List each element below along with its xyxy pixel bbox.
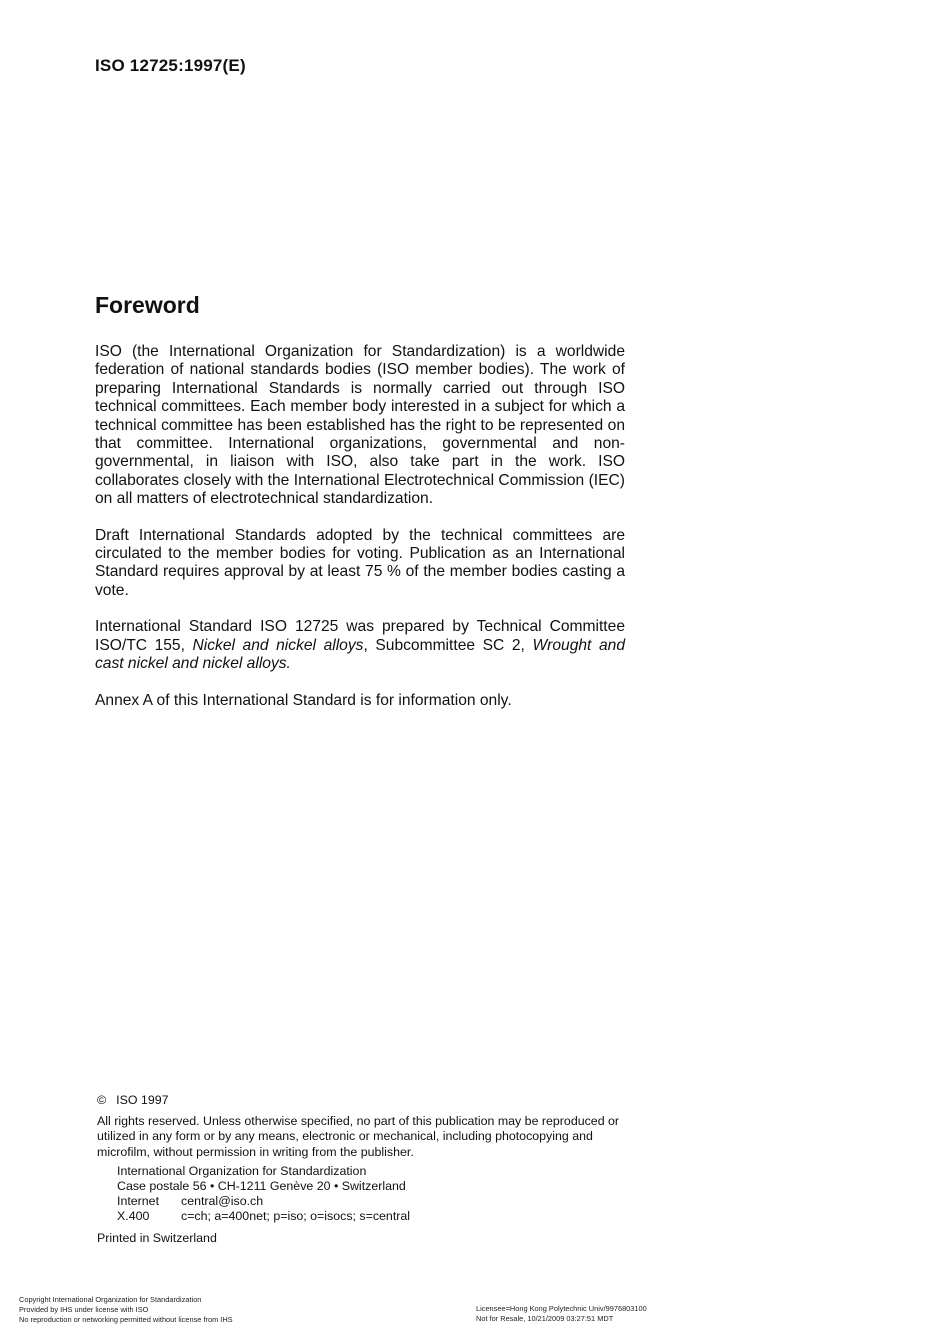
footer-reproduction-line: No reproduction or networking permitted without license from IHS [19,1314,233,1324]
footer-copyright-line: Copyright International Organization for Standardization [19,1295,202,1304]
x400-row [117,1209,637,1224]
x400-label: X.400 [117,1209,150,1224]
page-title: Foreword [95,292,200,318]
rights-statement: All rights reserved. Unless otherwise specified, no part of this publication may be reproduced or utilized in any form or by any means, electronic or mechanical, including photocopying and microfilm, without permission in writing from the publisher. [97,1114,620,1159]
footer-licensee-line: Licensee=Hong Kong Polytechnic Univ/9976803100 [476,1304,647,1313]
publisher-name: International Organization for Standardization [117,1163,367,1178]
publisher-address [117,1164,637,1225]
license-footer-right [476,1304,647,1324]
committee-name: Nickel and nickel alloys [192,636,364,654]
subcommittee-name: Wrought and cast nickel and nickel alloys. [95,636,625,673]
x400-address: c=ch; a=400net; p=iso; o=isocs; s=central [181,1209,411,1224]
footer-resale-line: Not for Resale, 10/21/2009 03:27:51 MDT [476,1313,614,1323]
internet-label: Internet [117,1194,160,1209]
copyright-icon: © [97,1093,107,1107]
copyright-block [97,1093,637,1246]
internet-address: central@iso.ch [181,1194,264,1209]
prepared-by-text: International Standard ISO 12725 was prepared by Technical Committee ISO/TC 155, [95,618,625,654]
copyright-line [97,1093,637,1108]
printed-in: Printed in Switzerland [97,1230,217,1245]
paragraph-annex: Annex A of this International Standard is for information only. [95,691,512,709]
paragraph-prepared-by [95,618,625,673]
paragraph-draft-standards: Draft International Standards adopted by the technical committees are circulated to the member bodies for voting. Publication as an International Standard requires approval by at least 75 % of the member bodies casting a vote. [95,526,625,599]
subcommittee-text: , Subcommittee SC 2, [363,636,533,654]
footer-provided-line: Provided by IHS under license with ISO [19,1304,149,1314]
internet-row [117,1194,637,1209]
paragraph-iso-description: ISO (the International Organization for Standardization) is a worldwide federation of national standards bodies (ISO member bodies). The work of preparing International Standards is normally carried out through ISO technical committees. Each member body interested in a subject for which a technical committee has been established has the right to be represented on that committee. International organizations, governmental and non-governmental, in liaison with ISO, also take part in the work. ISO collaborates closely with the International Electrotechnical Commission (IEC) on all matters of electrotechnical standardization. [95,343,625,508]
foreword-body [95,343,625,710]
postal-address: Case postale 56 • CH-1211 Genève 20 • Switzerland [117,1179,406,1194]
document-identifier: ISO 12725:1997(E) [95,56,246,75]
license-footer-left [19,1295,233,1324]
copyright-year: ISO 1997 [116,1093,169,1107]
